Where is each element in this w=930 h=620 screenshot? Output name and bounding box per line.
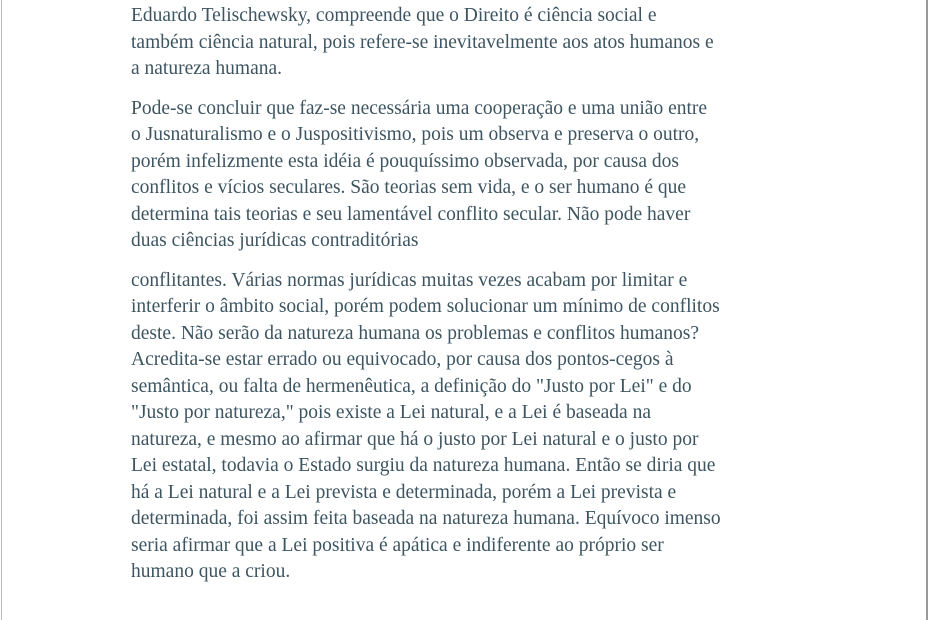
text-line: porém infelizmente esta idéia é pouquíssimo observada, por causa dos — [131, 150, 679, 172]
paragraph-2 — [131, 96, 811, 255]
text-line: Lei estatal, todavia o Estado surgiu da natureza humana. Então se diria que — [131, 455, 716, 476]
text-line: há a Lei natural e a Lei prevista e determinada, porém a Lei prevista e — [131, 481, 677, 503]
text-line: duas ciências jurídicas contraditórias — [131, 230, 419, 251]
text-line: também ciência natural, pois refere-se inevitavelmente aos atos humanos e — [131, 31, 714, 53]
text-line: interferir o âmbito social, porém podem solucionar um mínimo de conflitos — [131, 296, 720, 317]
text-line: conflitos e vícios seculares. São teorias sem vida, e o ser humano é que — [131, 177, 687, 198]
text-line: a natureza humana. — [131, 58, 283, 79]
paragraph-3 — [131, 268, 811, 586]
document-body — [131, 0, 811, 599]
text-line: determina tais teorias e seu lamentável conflito secular. Não pode haver — [131, 203, 691, 225]
paragraph-1 — [131, 3, 811, 83]
text-line: determinada, foi assim feita baseada na natureza humana. Equívoco imenso — [131, 508, 721, 529]
text-line: o Jusnaturalismo e o Juspositivismo, pois um observa e preserva o outro, — [131, 124, 700, 145]
text-line: deste. Não serão da natureza humana os problemas e conflitos humanos? — [131, 322, 700, 344]
page-right-edge — [926, 0, 928, 620]
page-left-edge — [1, 0, 2, 620]
text-line: natureza, e mesmo ao afirmar que há o justo por Lei natural e o justo por — [131, 428, 699, 450]
text-line: humano que a criou. — [131, 561, 291, 582]
text-line: Eduardo Telischewsky, compreende que o Direito é ciência social e — [131, 5, 657, 26]
text-line: "Justo por natureza," pois existe a Lei natural, e a Lei é baseada na — [131, 402, 651, 423]
text-line: Acredita-se estar errado ou equivocado, por causa dos pontos-cegos à — [131, 349, 674, 370]
text-line: Pode-se concluir que faz-se necessária uma cooperação e uma união entre — [131, 97, 708, 119]
text-line: conflitantes. Várias normas jurídicas muitas vezes acabam por limitar e — [131, 269, 688, 291]
text-line: semântica, ou falta de hermenêutica, a definição do "Justo por Lei" e do — [131, 375, 692, 397]
text-line: seria afirmar que a Lei positiva é apática e indiferente ao próprio ser — [131, 534, 664, 556]
